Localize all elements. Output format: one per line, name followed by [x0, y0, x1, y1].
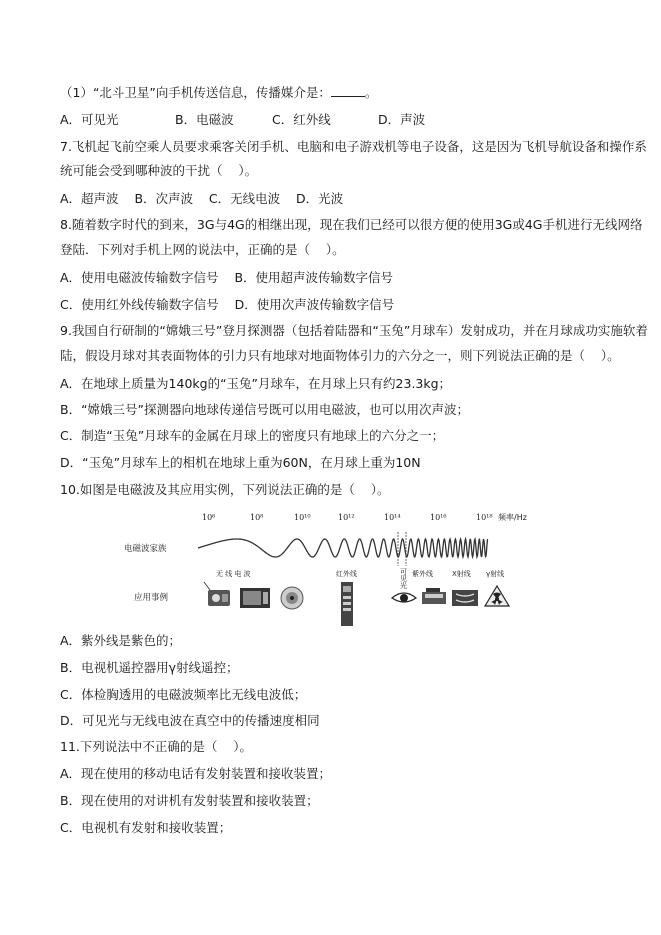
- answer-blank[interactable]: [331, 85, 365, 97]
- freq-tick-1e6: 10⁶: [202, 513, 216, 522]
- freq-tick-1e14: 10¹⁴: [384, 513, 401, 522]
- q6-options: [60, 112, 425, 128]
- uv-lamp-icon: [422, 588, 446, 604]
- infrared-thermometer-icon: [341, 582, 353, 626]
- q9-option-a: A．在地球上质量为140kg的“玉兔”月球车，在月球上只有约23.3kg；: [60, 376, 452, 391]
- q10-option-d: D．可见光与无线电波在真空中的传播速度相同: [60, 713, 320, 728]
- band-ultraviolet: 紫外线: [412, 570, 433, 578]
- em-wave-curve: [198, 539, 488, 557]
- band-gamma: γ射线: [486, 570, 505, 578]
- q8-options-ab: A．使用电磁波传输数字信号 B．使用超声波传输数字信号: [60, 270, 394, 285]
- q11-stem: 11.下列说法中不正确的是（ ）。: [60, 739, 253, 754]
- q8-options-cd: C．使用红外线传输数字信号 D．使用次声波传输数字信号: [60, 297, 395, 312]
- q10-option-c: C．体检胸透用的电磁波频率比无线电波低；: [60, 687, 307, 702]
- radiation-icon: [485, 586, 509, 606]
- q8-stem-line2: 登陆．下列对手机上网的说法中，正确的是（ ）。: [60, 242, 345, 257]
- q9-option-b: B．“嫦娥三号”探测器向地球传递信号既可以用电磁波，也可以用次声波；: [60, 402, 470, 417]
- band-visible-2: 见: [400, 575, 407, 583]
- freq-tick-1e18: 10¹⁸: [476, 513, 493, 522]
- q7-stem-line1: 7.飞机起飞前空乘人员要求乘客关闭手机、电脑和电子游戏机等电子设备，这是因为飞机导航设备和操作系: [60, 139, 647, 154]
- q7-options: A．超声波 B．次声波 C．无线电波 D．光波: [60, 191, 344, 206]
- microwave-dish-icon: [281, 587, 303, 609]
- q10-option-b: B．电视机遥控器用γ射线遥控；: [60, 660, 239, 675]
- q9-stem-line1: 9.我国自行研制的“嫦娥三号”登月探测器（包括着陆器和“玉兔”月球车）发射成功，并在月球成功实施软着: [60, 323, 648, 338]
- band-xray: X射线: [452, 570, 471, 578]
- band-infrared: 红外线: [336, 570, 357, 578]
- freq-tick-1e16: 10¹⁶: [430, 513, 447, 522]
- q6-sub1: （1）“北斗卫星”向手机传送信息，传播媒介是： 。: [60, 85, 378, 100]
- q10-option-a: A．紫外线是紫色的；: [60, 633, 182, 648]
- application-label: 应用事例: [134, 593, 169, 603]
- band-visible-1: 可: [400, 568, 407, 576]
- freq-unit-label: 频率/Hz: [498, 513, 527, 522]
- q6-option-d: D．声波: [378, 112, 426, 127]
- q9-option-d: D．“玉兔”月球车上的相机在地球上重为60N，在月球上重为10N: [60, 455, 421, 470]
- em-family-label: 电磁波家族: [124, 544, 167, 554]
- q6-option-a: A．可见光: [60, 112, 119, 127]
- q6-option-b: B．电磁波: [175, 112, 234, 127]
- xray-film-icon: [452, 590, 478, 606]
- freq-tick-1e12: 10¹²: [338, 513, 355, 522]
- eye-icon: [392, 593, 416, 602]
- q11-option-c: C．电视机有发射和接收装置；: [60, 820, 232, 835]
- q7-stem-line2: 统可能会受到哪种波的干扰（ ）。: [60, 163, 258, 178]
- q10-stem: 10.如图是电磁波及其应用实例，下列说法正确的是（ ）。: [60, 482, 390, 497]
- q9-option-c: C．制造“玉兔”月球车的金属在月球上的密度只有地球上的六分之一；: [60, 428, 445, 443]
- em-spectrum-figure: [100, 508, 555, 626]
- radio-icon: [204, 582, 230, 606]
- freq-tick-1e8: 10⁸: [250, 513, 264, 522]
- q8-stem-line1: 8.随着数字时代的到来，3G与4G的相继出现，现在我们已经可以很方便的使用3G或4G手机进行无线网络: [60, 217, 643, 232]
- freq-tick-1e10: 10¹⁰: [294, 513, 311, 522]
- television-icon: [240, 588, 270, 608]
- q11-option-b: B．现在使用的对讲机有发射装置和接收装置；: [60, 793, 319, 808]
- q9-stem-line2: 陆，假设月球对其表面物体的引力只有地球对地面物体引力的六分之一，则下列说法正确的是（ ）。: [60, 348, 620, 363]
- q6-option-c: C．红外线: [272, 112, 331, 127]
- band-radio: 无 线 电 波: [216, 570, 251, 578]
- q11-option-a: A．现在使用的移动电话有发射装置和接收装置；: [60, 766, 332, 781]
- band-visible-3: 光: [400, 582, 407, 590]
